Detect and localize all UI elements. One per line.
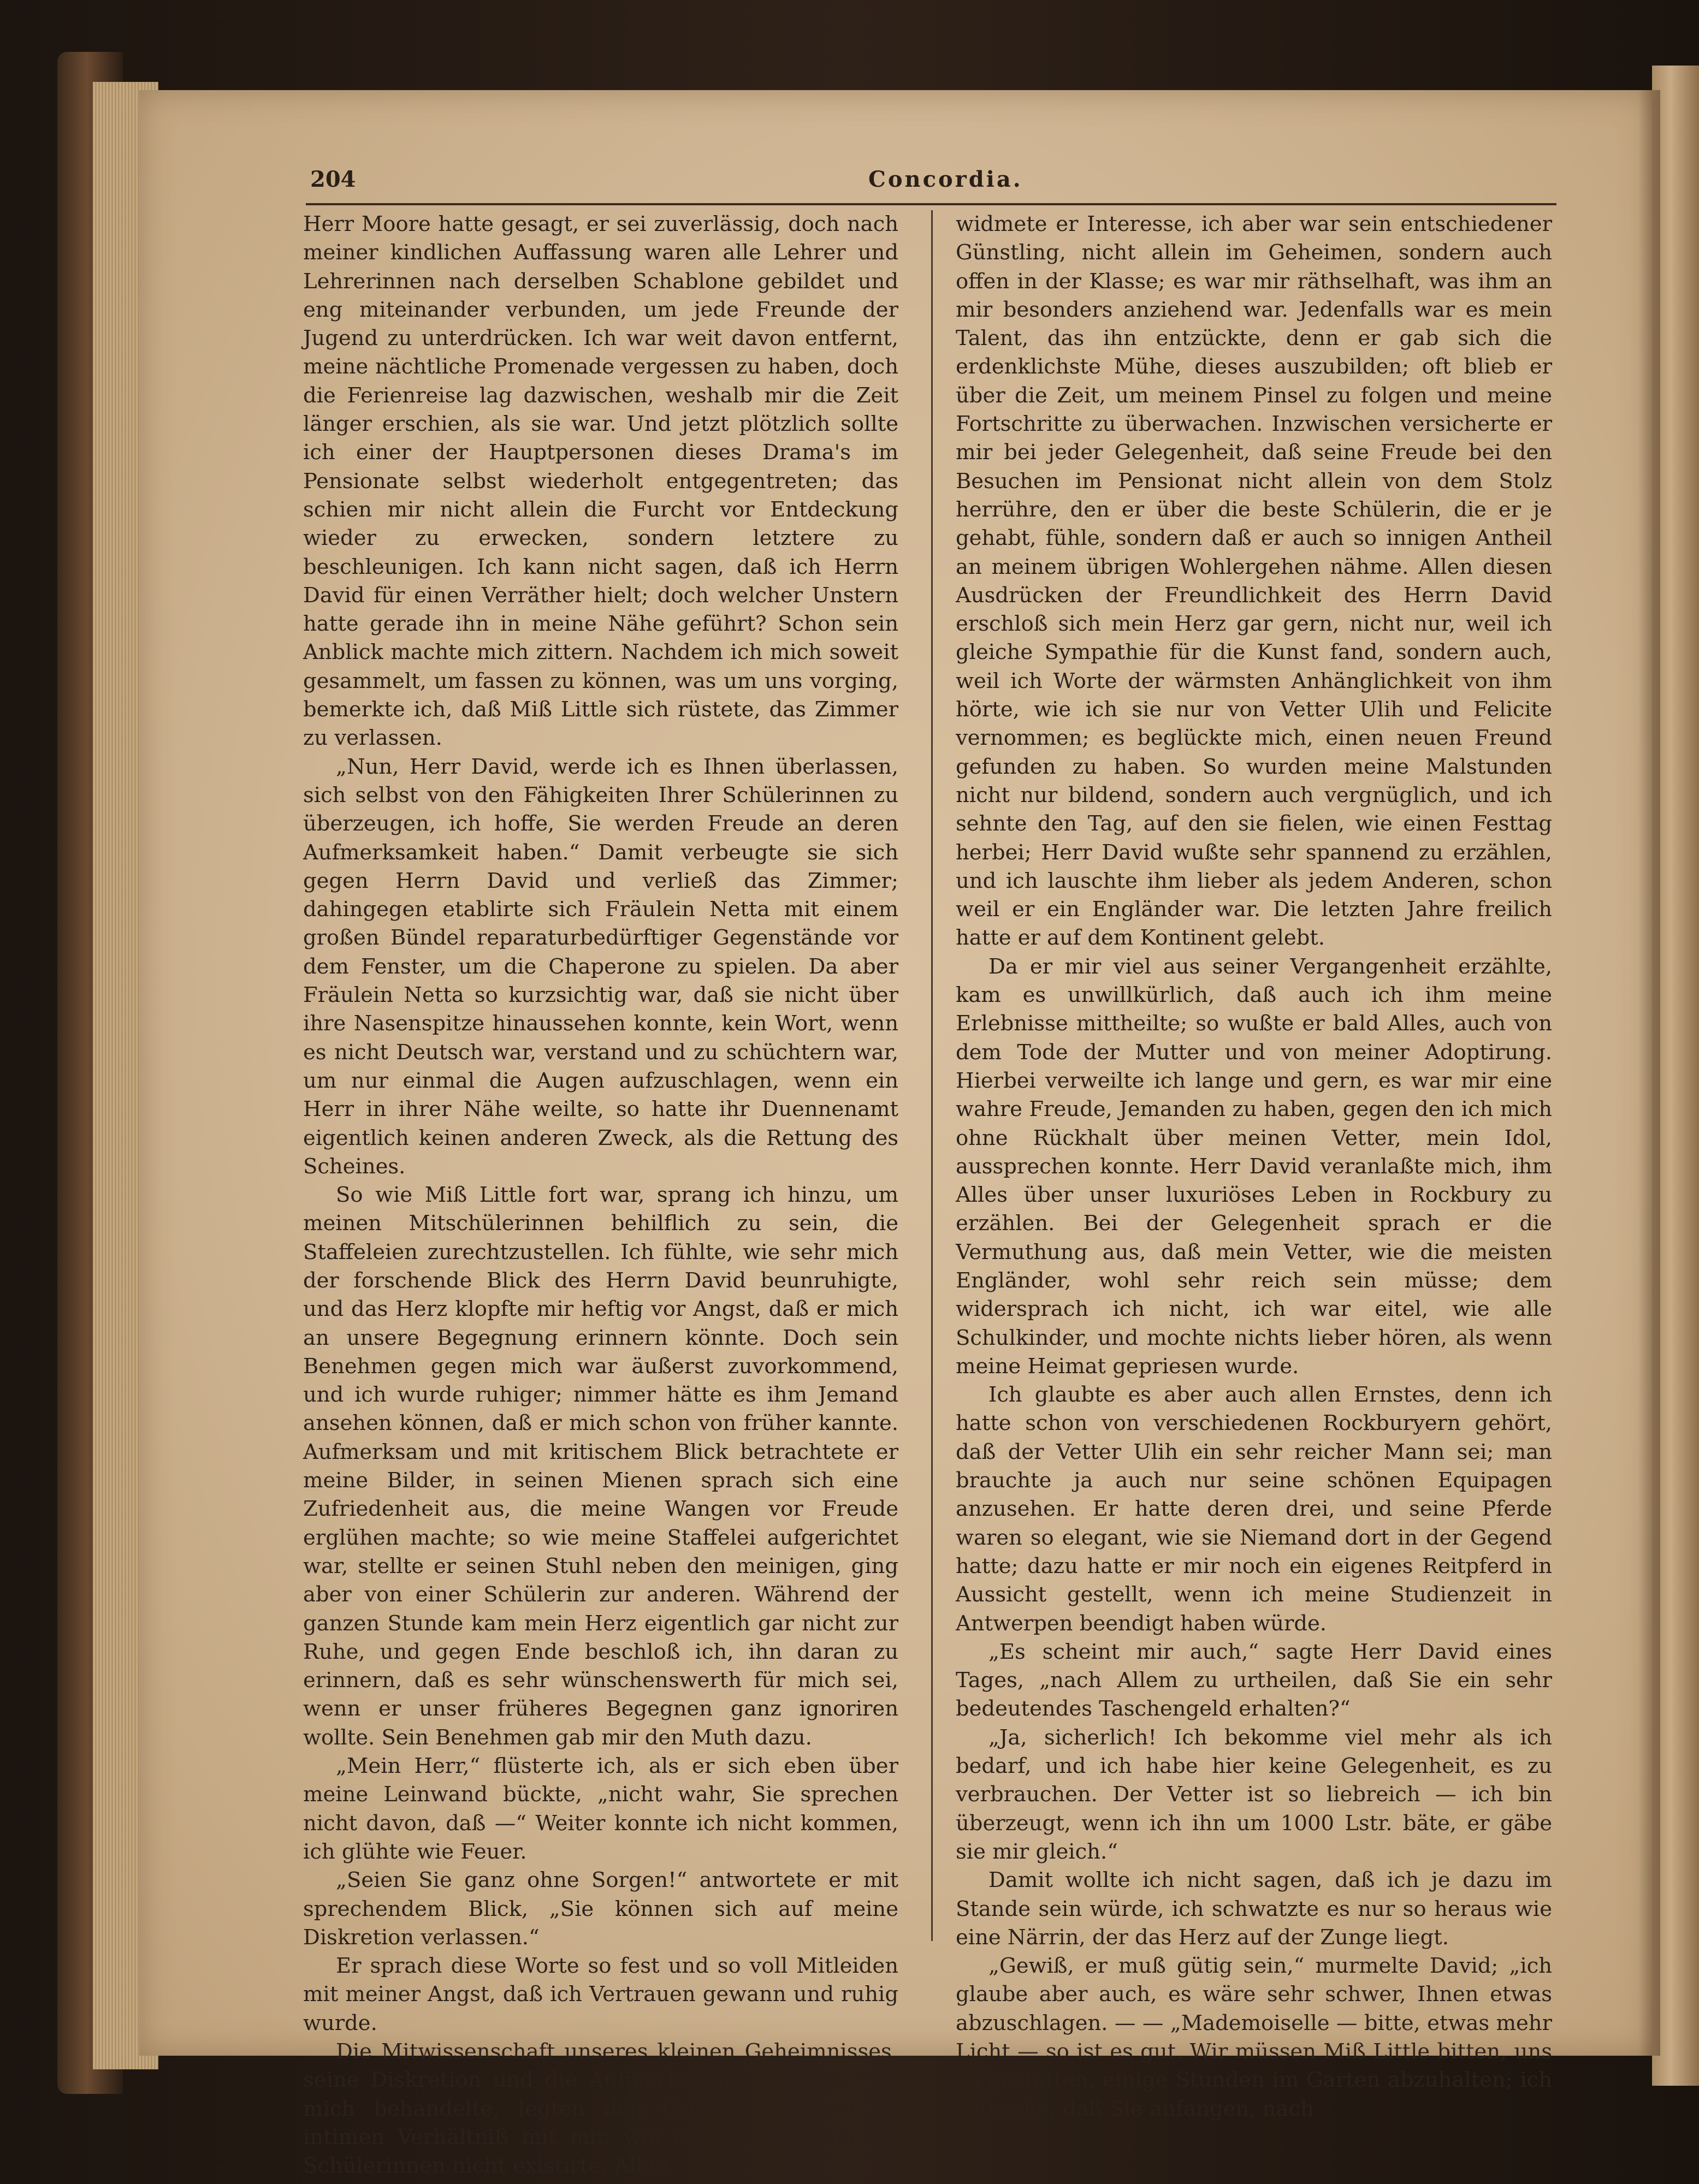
column-divider <box>931 210 933 1941</box>
paragraph: Ich glaubte es aber auch allen Ernstes, denn ich hatte schon von verschiedenen Rockburyern gehört, daß der Vetter Ulih ein sehr reicher Mann sei; man brauchte ja auch nur seine schönen Equipagen anzusehen. Er hatte deren drei, und seine Pferde waren so elegant, wie sie Niemand dort in der Gegend hatte; dazu hatte er mir noch ein eigenes Reitpferd in Aussicht gestellt, wenn ich meine Studienzeit in Antwerpen beendigt haben würde. <box>956 1382 1552 1636</box>
paragraph: „Ja, sicherlich! Ich bekomme viel mehr als ich bedarf, und ich habe hier keine Gelegenheit, es zu verbrauchen. Der Vetter ist so liebreich — ich bin überzeugt, wenn ich ihn um 1000 Lstr. bäte, er gäbe sie mir gleich.“ <box>956 1725 1552 1864</box>
paragraph: „Seien Sie ganz ohne Sorgen!“ antwortete er mit sprechendem Blick, „Sie können sich auf meine Diskretion verlassen.“ <box>303 1868 898 1950</box>
paragraph: „Gewiß, er muß gütig sein,“ murmelte David; „ich glaube aber auch, es wäre sehr schwer, Ihnen etwas abzuschlagen. — — „Mademoiselle — bitte, etwas mehr Licht — so ist es gut. Wir müssen Miß Little bitten, uns zu gestatten, einige Stunden im Garten abzuhalten; ich wünsche, daß Sie anfangen, nach <box>956 1954 1552 2121</box>
paragraph: Da er mir viel aus seiner Vergangenheit erzählte, kam es unwillkürlich, daß auch ich ihm meine Erlebnisse mittheilte; so wußte er bald Alles, auch von dem Tode der Mutter und von meiner Adoptirung. Hierbei verweilte ich lange und gern, es war mir eine wahre Freude, Jemanden zu haben, gegen den ich mich ohne Rückhalt über meinen Vetter, mein Idol, aussprechen konnte. Herr David veranlaßte mich, ihm Alles über unser luxuriöses Leben in Rockbury zu erzählen. Bei der Gelegenheit sprach er die Vermuthung aus, daß mein Vetter, wie die meisten Engländer, wohl sehr reich sein müsse; dem widersprach ich nicht, ich war eitel, wie alle Schulkinder, und mochte nichts lieber hören, als wenn meine Heimat gepriesen wurde. <box>956 954 1552 1379</box>
right-text-column <box>956 210 1552 2121</box>
paragraph: widmete er Interesse, ich aber war sein entschiedener Günstling, nicht allein im Geheimen, sondern auch offen in der Klasse; es war mir räthselhaft, was ihm an mir besonders anziehend war. Jedenfalls war es mein Talent, das ihn entzückte, denn er gab sich die erdenklichste Mühe, dieses auszubilden; oft blieb er über die Zeit, um meinem Pinsel zu folgen und meine Fortschritte zu überwachen. Inzwischen versicherte er mir bei jeder Gelegenheit, daß seine Freude bei den Besuchen im Pensionat nicht allein von dem Stolz herrühre, den er über die beste Schülerin, die er je gehabt, fühle, sondern daß er auch so innigen Antheil an meinem übrigen Wohlergehen nähme. Allen diesen Ausdrücken der Freundlichkeit des Herrn David erschloß sich mein Herz gar gern, nicht nur, weil ich gleiche Sympathie für die Kunst fand, sondern auch, weil ich Worte der wärmsten Anhänglichkeit von ihm hörte, wie ich sie nur von Vetter Ulih und Felicite vernommen; es beglückte mich, einen neuen Freund gefunden zu haben. So wurden meine Malstunden nicht nur bildend, sondern auch vergnüglich, und ich sehnte den Tag, auf den sie fielen, wie einen Festtag herbei; Herr David wußte sehr spannend zu erzählen, und ich lauschte ihm lieber als jedem Anderen, schon weil er ein Engländer war. Die letzten Jahre freilich hatte er auf dem Kontinent gelebt. <box>956 212 1552 951</box>
paragraph: Damit wollte ich nicht sagen, daß ich je dazu im Stande sein würde, ich schwatzte es nur so heraus wie eine Närrin, der das Herz auf der Zunge liegt. <box>956 1868 1552 1950</box>
paragraph: Herr Moore hatte gesagt, er sei zuverlässig, doch nach meiner kindlichen Auffassung waren alle Lehrer und Lehrerinnen nach derselben Schablone gebildet und eng miteinander verbunden, um jede Freunde der Jugend zu unterdrücken. Ich war weit davon entfernt, meine nächtliche Promenade vergessen zu haben, doch die Ferienreise lag dazwischen, weshalb mir die Zeit länger erschien, als sie war. Und jetzt plötzlich sollte ich einer der Hauptpersonen dieses Drama's im Pensionate selbst wiederholt entgegentreten; das schien mir nicht allein die Furcht vor Entdeckung wieder zu erwecken, sondern letztere zu beschleunigen. Ich kann nicht sagen, daß ich Herrn David für einen Verräther hielt; doch welcher Unstern hatte gerade ihn in meine Nähe geführt? Schon sein Anblick machte mich zittern. Nachdem ich mich soweit gesammelt, um fassen zu können, was um uns vorging, bemerkte ich, daß Miß Little sich rüstete, das Zimmer zu verlassen. <box>303 212 898 751</box>
paragraph: „Nun, Herr David, werde ich es Ihnen überlassen, sich selbst von den Fähigkeiten Ihrer Schülerinnen zu überzeugen, ich hoffe, Sie werden Freude an deren Aufmerksamkeit haben.“ Damit verbeugte sie sich gegen Herrn David und verließ das Zimmer; dahingegen etablirte sich Fräulein Netta mit einem großen Bündel reparaturbedürftiger Gegenstände vor dem Fenster, um die Chaperone zu spielen. Da aber Fräulein Netta so kurzsichtig war, daß sie nicht über ihre Nasenspitze hinaussehen konnte, kein Wort, wenn es nicht Deutsch war, verstand und zu schüchtern war, um nur einmal die Augen aufzuschlagen, wenn ein Herr in ihrer Nähe weilte, so hatte ihr Duennenamt eigentlich keinen anderen Zweck, als die Rettung des Scheines. <box>303 754 898 1179</box>
page-number: 204 <box>310 167 356 192</box>
running-title: Concordia. <box>868 167 1023 192</box>
gutter-shadow <box>1638 90 1660 2056</box>
paragraph: Er sprach diese Worte so fest und so voll Mitleiden mit meiner Angst, daß ich Vertrauen gewann und ruhig wurde. <box>303 1954 898 2035</box>
paragraph: So wie Miß Little fort war, sprang ich hinzu, um meinen Mitschülerinnen behilflich zu sein, die Staffeleien zurechtzustellen. Ich fühlte, wie sehr mich der forschende Blick des Herrn David beunruhigte, und das Herz klopfte mir heftig vor Angst, daß er mich an unsere Begegnung erinnern könnte. Doch sein Benehmen gegen mich war äußerst zuvorkommend, und ich wurde ruhiger; nimmer hätte es ihm Jemand ansehen können, daß er mich schon von früher kannte. Aufmerksam und mit kritischem Blick betrachtete er meine Bilder, in seinen Mienen sprach sich eine Zufriedenheit aus, die meine Wangen vor Freude erglühen machte; so wie meine Staffelei aufgerichtet war, stellte er seinen Stuhl neben den meinigen, ging aber von einer Schülerin zur anderen. Während der ganzen Stunde kam mein Herz eigentlich gar nicht zur Ruhe, und gegen Ende beschloß ich, ihn daran zu erinnern, daß es sehr wünschenswerth für mich sei, wenn er unser früheres Begegnen ganz ignoriren wollte. Sein Benehmen gab mir den Muth dazu. <box>303 1183 898 1750</box>
header-rule <box>306 203 1556 205</box>
paragraph: „Mein Herr,“ flüsterte ich, als er sich eben über meine Leinwand bückte, „nicht wahr, Sie sprechen nicht davon, daß —“ Weiter konnte ich nicht kommen, ich glühte wie Feuer. <box>303 1754 898 1864</box>
paragraph: Die Mitwissenschaft unseres kleinen Geheimnisses, seine Diskretion und die Aufmerksamkeit, mit der er mich behandelte, legten den Grund zu einem so intimen Verhältniß mit mir, wie es mit den anderen Schülerinnen nicht existirte. Allen <box>303 2039 898 2179</box>
paragraph: „Es scheint mir auch,“ sagte Herr David eines Tages, „nach Allem zu urtheilen, daß Sie ein sehr bedeutendes Taschengeld erhalten?“ <box>956 1639 1552 1722</box>
left-text-column <box>303 210 898 2179</box>
